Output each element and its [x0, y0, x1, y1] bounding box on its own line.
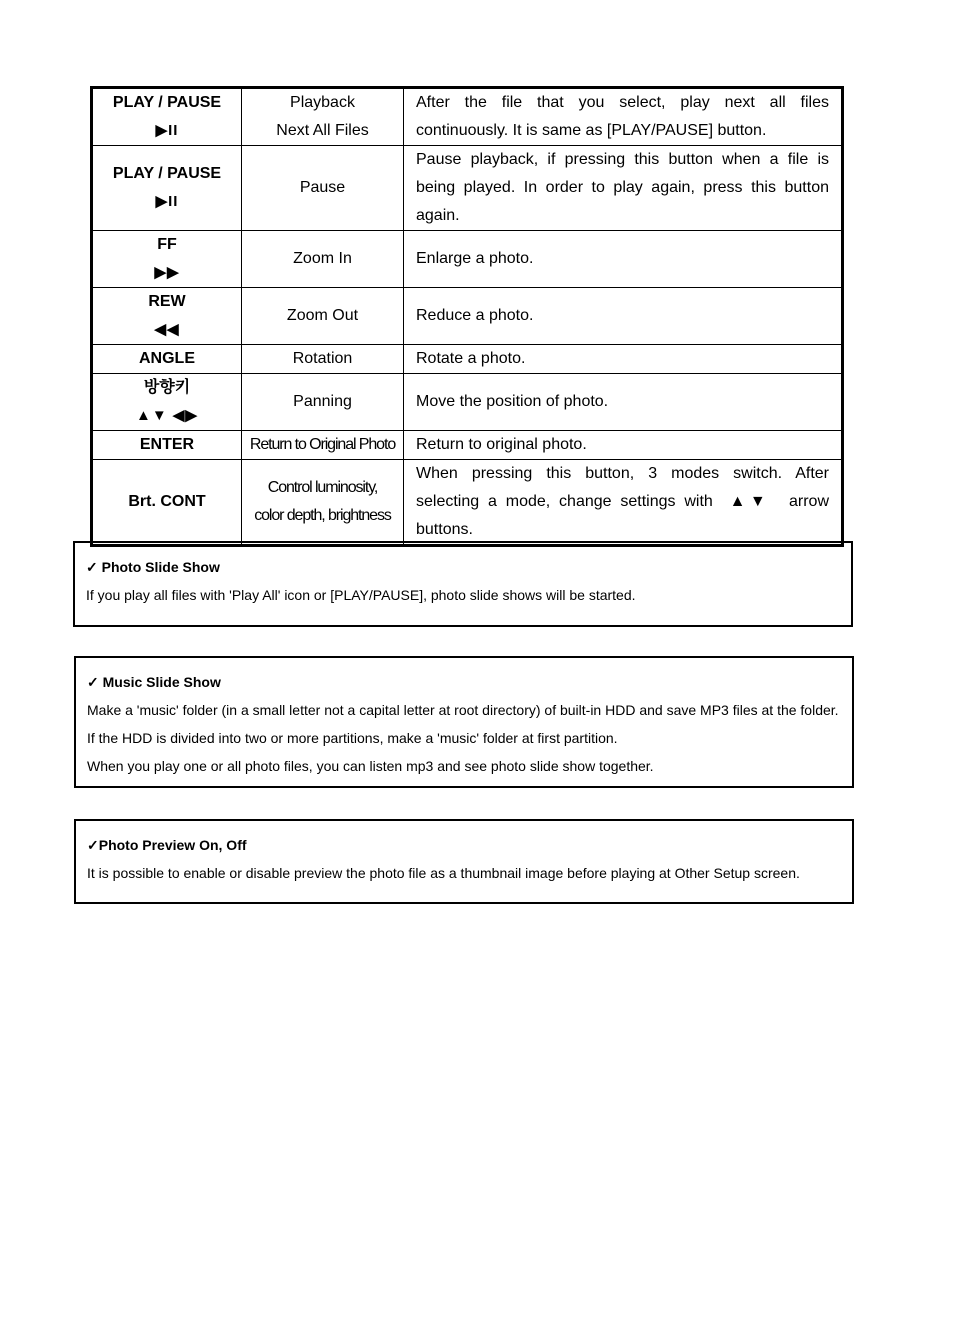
description-cell: [404, 460, 843, 546]
description-cell: Rotate a photo.: [404, 345, 843, 374]
key-cell: ANGLE: [92, 345, 242, 374]
note-title: ✓Photo Preview On, Off: [87, 837, 247, 853]
function-cell: Panning: [242, 374, 404, 431]
photo-slide-show-note: [73, 541, 853, 627]
fast-forward-icon: ▶▶: [154, 264, 180, 281]
function-label: Playback: [290, 94, 355, 111]
note-text: It is possible to enable or disable preview the photo file as a thumbnail image before playing at Other Setup screen.: [87, 865, 800, 881]
note-title: ✓ Music Slide Show: [87, 674, 221, 690]
note-text: Make a 'music' folder (in a small letter not a capital letter at root directory) of built-in HDD and save MP3 files at the folder. If the HDD is divided into two or more partitions, make a 'music' folder at first partition.: [87, 702, 839, 746]
note-text: When you play one or all photo files, you can listen mp3 and see photo slide show together.: [87, 758, 654, 774]
function-cell: Pause: [242, 146, 404, 231]
remote-key-table: [90, 86, 844, 547]
note-title: ✓ Photo Slide Show: [86, 559, 220, 575]
table-row: [92, 460, 843, 546]
music-slide-show-note: [74, 656, 854, 788]
table-row: [92, 231, 843, 288]
key-cell: ENTER: [92, 431, 242, 460]
table-row: [92, 345, 843, 374]
description-cell: Return to original photo.: [404, 431, 843, 460]
rewind-icon: ◀◀: [154, 321, 180, 338]
function-cell: [242, 460, 404, 546]
key-name: PLAY / PAUSE: [112, 94, 222, 111]
table-row: [92, 146, 843, 231]
key-name: REW: [148, 293, 186, 310]
description-cell: After the file that you select, play next all files continuously. It is same as [PLAY/PAUSE] button.: [404, 88, 843, 146]
play-pause-icon: ▶II: [155, 122, 179, 139]
key-cell: [92, 374, 242, 431]
key-cell: [92, 288, 242, 345]
function-cell: Zoom Out: [242, 288, 404, 345]
table-row: [92, 88, 843, 146]
table-row: [92, 288, 843, 345]
key-name: FF: [157, 236, 177, 253]
photo-preview-note: [74, 819, 854, 904]
table-row: [92, 431, 843, 460]
function-label: color depth, brightness: [254, 507, 391, 524]
description-text: arrow buttons.: [416, 493, 830, 538]
table-row: [92, 374, 843, 431]
description-cell: Move the position of photo.: [404, 374, 843, 431]
up-down-arrows-icon: ▲▼: [729, 493, 771, 510]
play-pause-icon: ▶II: [155, 193, 179, 210]
function-label: Control luminosity,: [267, 479, 378, 496]
key-name: PLAY / PAUSE: [112, 165, 222, 182]
function-cell: Rotation: [242, 345, 404, 374]
key-name: 방향키: [143, 379, 191, 396]
description-text: When pressing this button, 3 modes switch. After selecting a mode, change settings with: [416, 465, 829, 510]
description-cell: Pause playback, if pressing this button when a file is being played. In order to play again, press this button again.: [404, 146, 843, 231]
description-cell: Reduce a photo.: [404, 288, 843, 345]
description-cell: Enlarge a photo.: [404, 231, 843, 288]
key-cell: [92, 88, 242, 146]
key-cell: Brt. CONT: [92, 460, 242, 546]
function-cell: [242, 88, 404, 146]
function-label: Next All Files: [276, 122, 369, 139]
key-cell: [92, 146, 242, 231]
function-cell: Zoom In: [242, 231, 404, 288]
note-text: If you play all files with 'Play All' icon or [PLAY/PAUSE], photo slide shows will be started.: [86, 587, 636, 603]
key-cell: [92, 231, 242, 288]
arrow-keys-icon: ▲▼ ◀▶: [136, 407, 198, 424]
function-cell: Return to Original Photo: [242, 431, 404, 460]
